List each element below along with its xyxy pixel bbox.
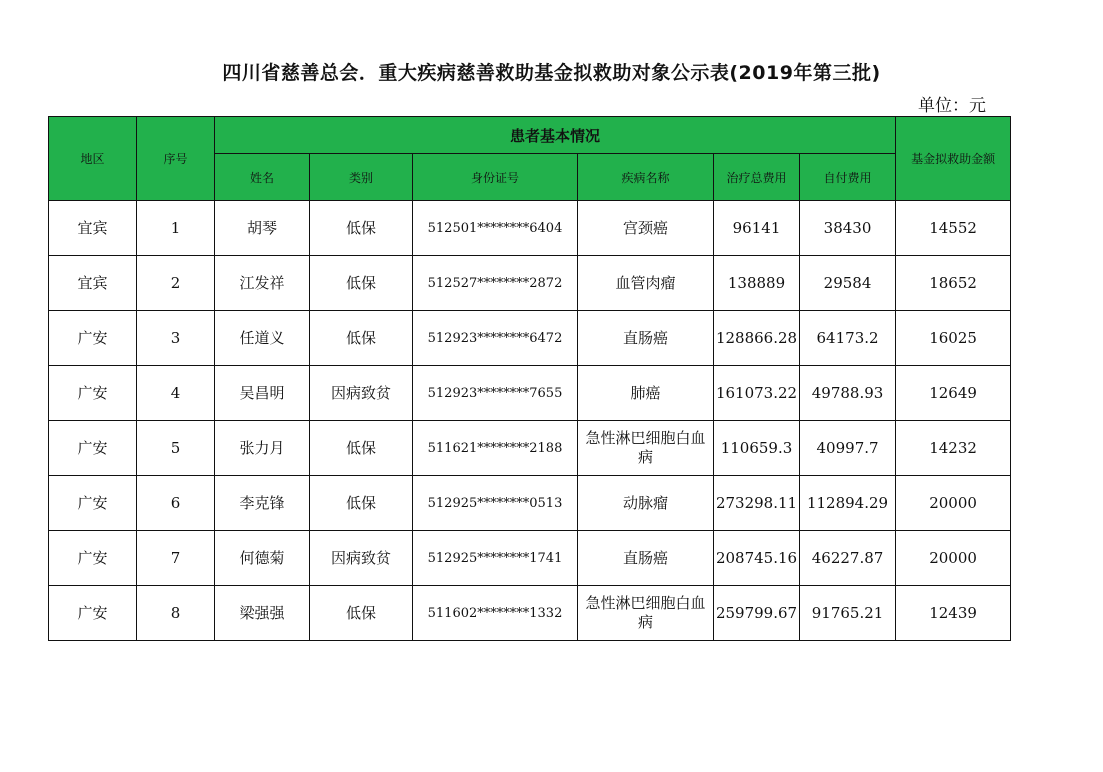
cell-id-number: 512923********7655 [413,366,578,421]
cell-self-paid: 49788.93 [800,366,896,421]
cell-disease: 直肠癌 [578,531,714,586]
cell-self-paid: 46227.87 [800,531,896,586]
page-title: 四川省慈善总会．重大疾病慈善救助基金拟救助对象公示表(2019年第三批) [222,62,881,84]
cell-aid-amount: 12439 [896,586,1011,641]
cell-category: 低保 [310,476,413,531]
cell-category: 因病致贫 [310,531,413,586]
table-row [49,531,1011,586]
cell-aid-amount: 12649 [896,366,1011,421]
cell-index: 4 [137,366,215,421]
cell-disease: 急性淋巴细胞白血病 [578,421,714,476]
header-aid-amount: 基金拟救助金额 [896,117,1011,201]
cell-index: 5 [137,421,215,476]
table-body [49,201,1011,641]
cell-aid-amount: 14232 [896,421,1011,476]
unit-label: 单位：元 [918,96,986,116]
cell-disease: 动脉瘤 [578,476,714,531]
header-name: 姓名 [215,154,310,201]
cell-category: 低保 [310,201,413,256]
cell-aid-amount: 14552 [896,201,1011,256]
cell-disease: 血管肉瘤 [578,256,714,311]
cell-region: 广安 [49,421,137,476]
cell-region: 广安 [49,366,137,421]
cell-id-number: 512501********6404 [413,201,578,256]
cell-disease: 肺癌 [578,366,714,421]
cell-name: 梁强强 [215,586,310,641]
cell-self-paid: 64173.2 [800,311,896,366]
cell-index: 1 [137,201,215,256]
header-index: 序号 [137,117,215,201]
cell-total-cost: 128866.28 [714,311,800,366]
header-disease: 疾病名称 [578,154,714,201]
cell-name: 李克锋 [215,476,310,531]
cell-index: 3 [137,311,215,366]
cell-index: 6 [137,476,215,531]
table-row [49,311,1011,366]
cell-category: 低保 [310,311,413,366]
cell-name: 江发祥 [215,256,310,311]
cell-name: 张力月 [215,421,310,476]
cell-self-paid: 29584 [800,256,896,311]
cell-total-cost: 161073.22 [714,366,800,421]
table-row [49,586,1011,641]
cell-id-number: 511602********1332 [413,586,578,641]
cell-id-number: 512923********6472 [413,311,578,366]
header-patient-group: 患者基本情况 [215,117,896,154]
cell-name: 任道义 [215,311,310,366]
aid-recipients-table [48,116,1011,641]
cell-aid-amount: 20000 [896,476,1011,531]
cell-aid-amount: 18652 [896,256,1011,311]
cell-total-cost: 110659.3 [714,421,800,476]
cell-total-cost: 138889 [714,256,800,311]
cell-category: 低保 [310,421,413,476]
cell-disease: 急性淋巴细胞白血病 [578,586,714,641]
cell-disease: 宫颈癌 [578,201,714,256]
cell-id-number: 512925********0513 [413,476,578,531]
cell-index: 2 [137,256,215,311]
table-row [49,476,1011,531]
table-row [49,256,1011,311]
cell-self-paid: 91765.21 [800,586,896,641]
cell-region: 广安 [49,476,137,531]
header-id-number: 身份证号 [413,154,578,201]
cell-category: 低保 [310,586,413,641]
cell-total-cost: 96141 [714,201,800,256]
table-row [49,201,1011,256]
cell-region: 广安 [49,531,137,586]
cell-region: 广安 [49,586,137,641]
header-total-cost: 治疗总费用 [714,154,800,201]
cell-name: 吴昌明 [215,366,310,421]
table-row [49,421,1011,476]
table-row [49,366,1011,421]
cell-total-cost: 208745.16 [714,531,800,586]
cell-region: 宜宾 [49,256,137,311]
cell-disease: 直肠癌 [578,311,714,366]
cell-name: 胡琴 [215,201,310,256]
cell-category: 低保 [310,256,413,311]
cell-id-number: 511621********2188 [413,421,578,476]
cell-region: 宜宾 [49,201,137,256]
cell-self-paid: 38430 [800,201,896,256]
cell-self-paid: 112894.29 [800,476,896,531]
cell-category: 因病致贫 [310,366,413,421]
cell-aid-amount: 16025 [896,311,1011,366]
cell-region: 广安 [49,311,137,366]
cell-name: 何德菊 [215,531,310,586]
cell-total-cost: 273298.11 [714,476,800,531]
cell-index: 7 [137,531,215,586]
cell-aid-amount: 20000 [896,531,1011,586]
cell-self-paid: 40997.7 [800,421,896,476]
cell-id-number: 512527********2872 [413,256,578,311]
cell-total-cost: 259799.67 [714,586,800,641]
header-region: 地区 [49,117,137,201]
cell-id-number: 512925********1741 [413,531,578,586]
cell-index: 8 [137,586,215,641]
header-category: 类别 [310,154,413,201]
header-self-paid: 自付费用 [800,154,896,201]
